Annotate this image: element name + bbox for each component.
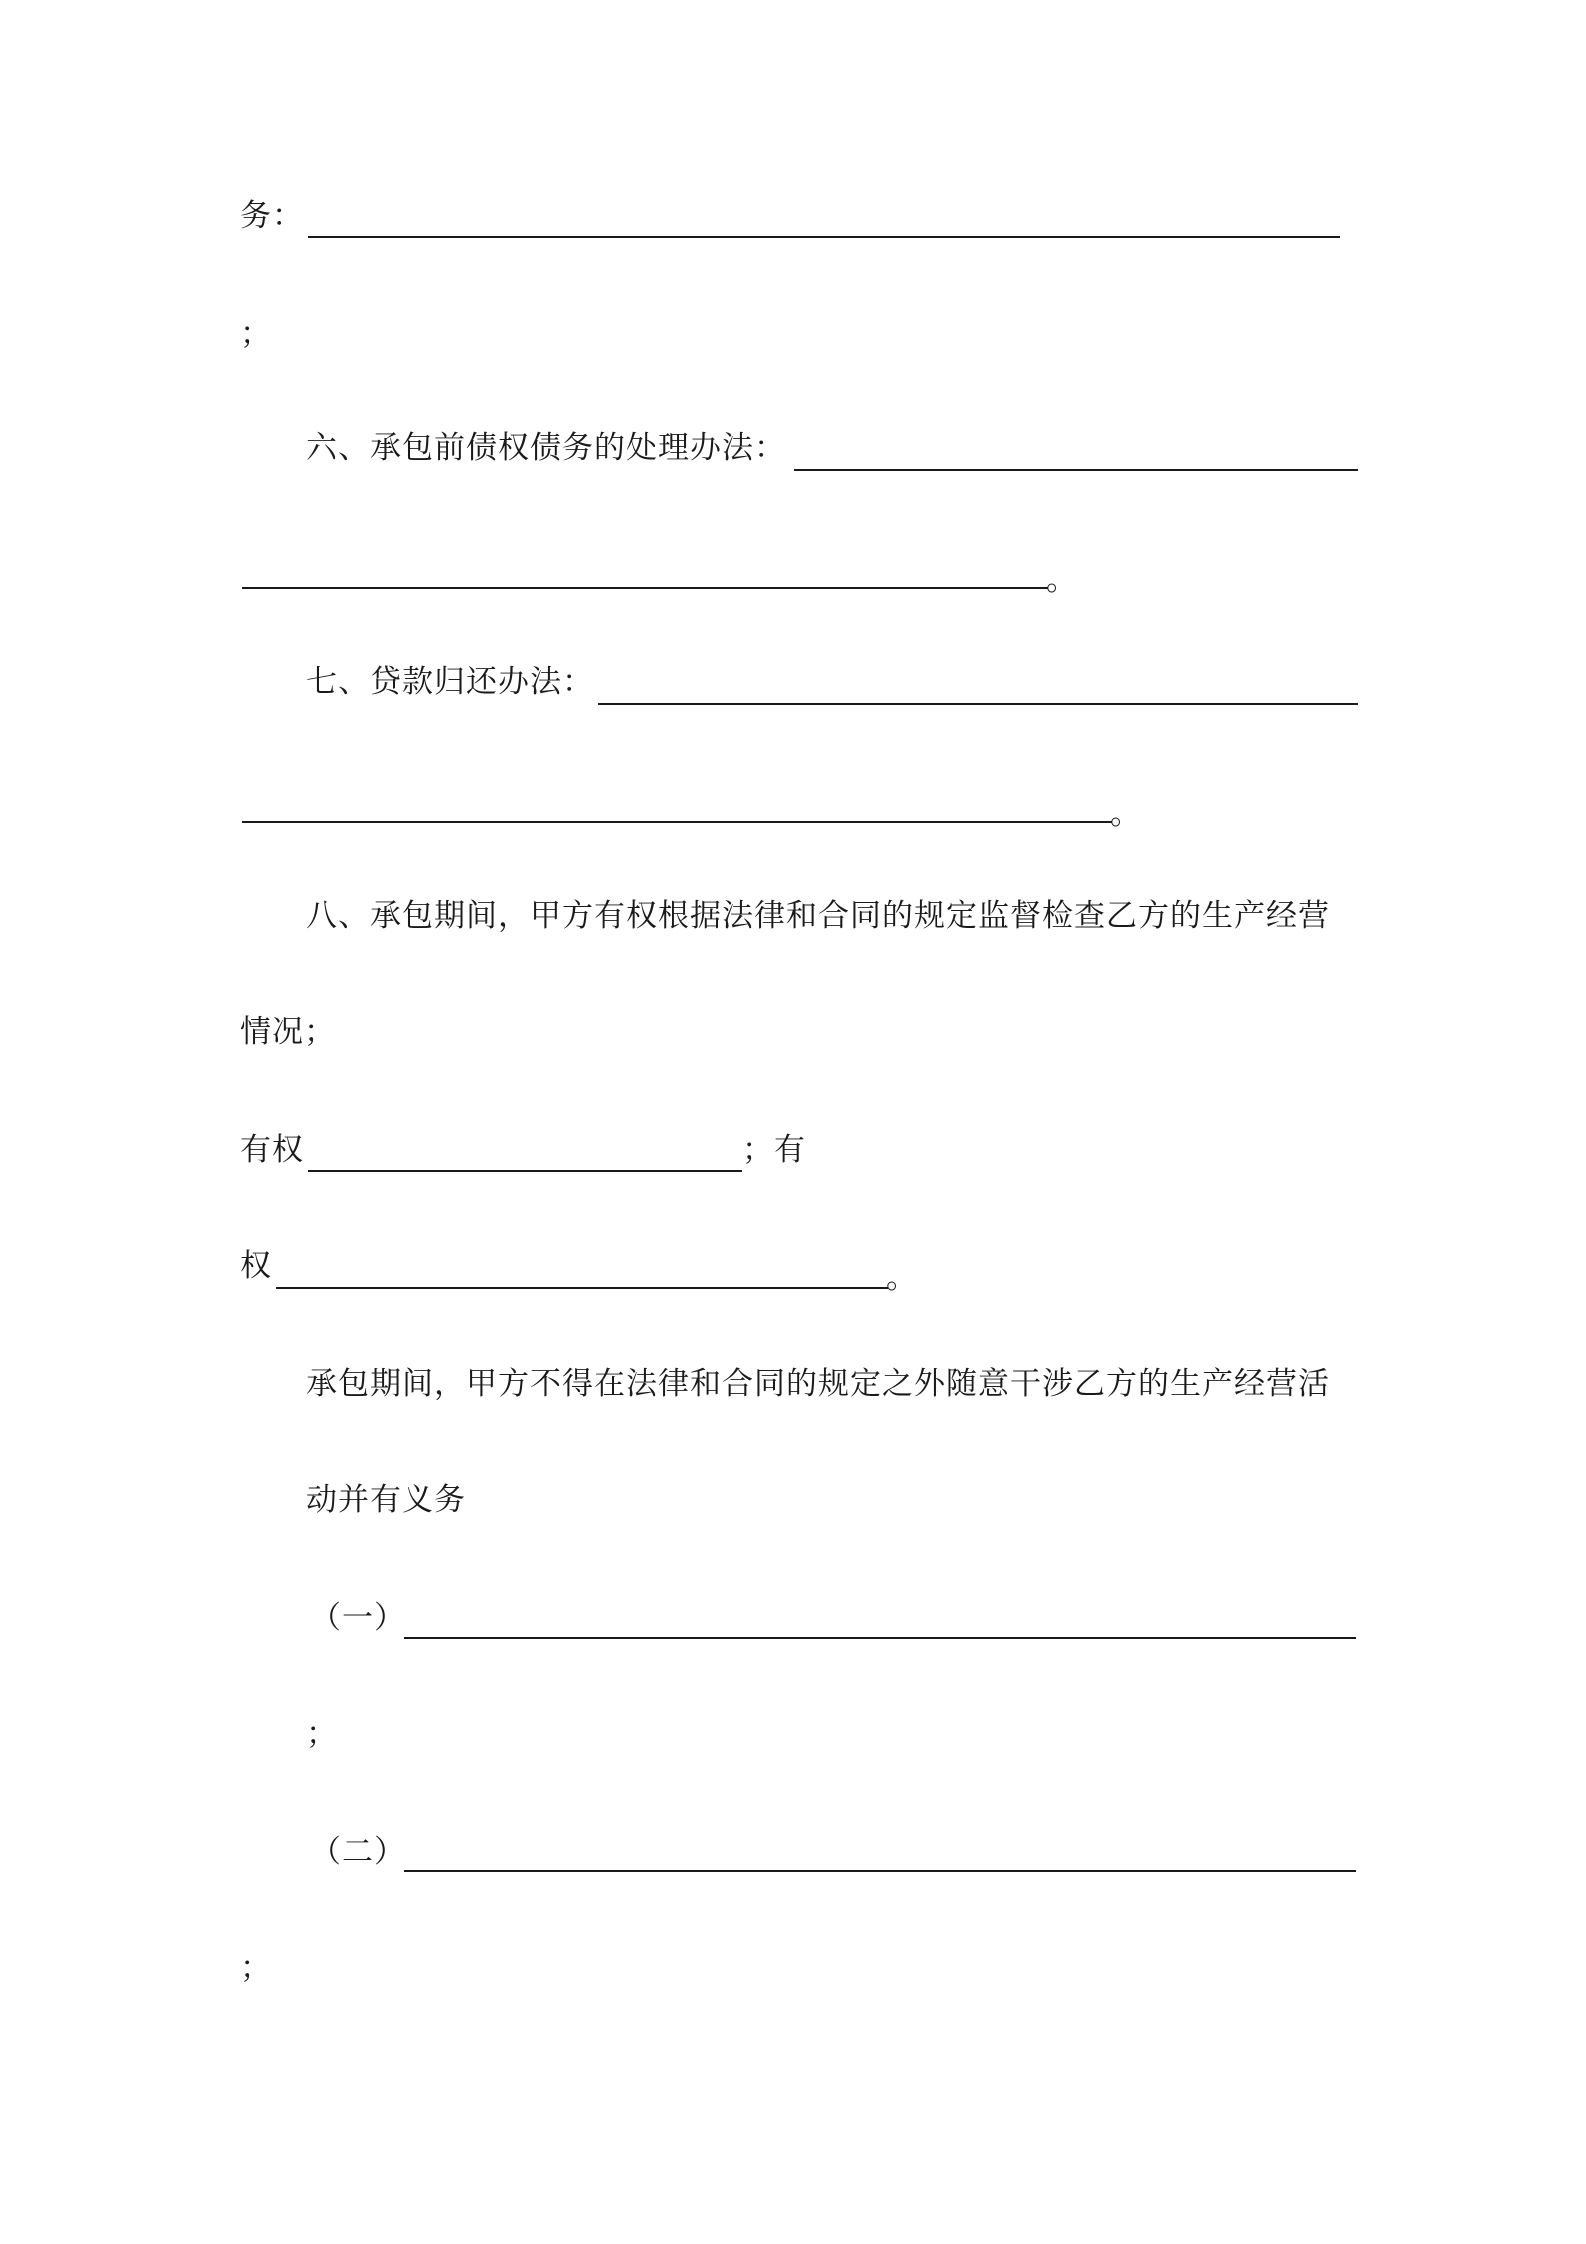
paragraph-text: 承包期间，甲方不得在法律和合同的规定之外随意干涉乙方的生产经营活 xyxy=(306,1366,1330,1402)
duty-prefix: 务： xyxy=(240,198,304,234)
right-1-suffix: ；有 xyxy=(742,1132,806,1168)
section-8-text: 八、承包期间，甲方有权根据法律和合同的规定监督检查乙方的生产经营 xyxy=(306,898,1330,934)
blank-line-right-2[interactable] xyxy=(276,1287,888,1289)
period-3: 。 xyxy=(886,1260,918,1296)
period-1: 。 xyxy=(1046,562,1078,598)
blank-line-item-2[interactable] xyxy=(404,1870,1356,1872)
blank-line-duty[interactable] xyxy=(308,236,1340,238)
blank-line-section-6b[interactable] xyxy=(242,587,1048,589)
right-2-prefix: 权 xyxy=(240,1248,272,1284)
paragraph-cont: 动并有义务 xyxy=(306,1482,466,1518)
blank-line-item-1[interactable] xyxy=(404,1637,1356,1639)
semicolon-1: ； xyxy=(240,316,272,352)
blank-line-right-1[interactable] xyxy=(308,1170,742,1172)
semicolon-3: ； xyxy=(240,1950,272,1986)
item-2-label: （二） xyxy=(310,1834,406,1870)
blank-line-section-7b[interactable] xyxy=(242,821,1112,823)
blank-line-section-7a[interactable] xyxy=(598,703,1358,705)
right-1-prefix: 有权 xyxy=(240,1132,304,1168)
section-8-cont: 情况； xyxy=(240,1014,336,1050)
blank-line-section-6a[interactable] xyxy=(794,469,1358,471)
section-6-label: 六、承包前债权债务的处理办法： xyxy=(306,430,786,466)
section-7-label: 七、贷款归还办法： xyxy=(306,664,594,700)
item-1-label: （一） xyxy=(310,1600,406,1636)
period-2: 。 xyxy=(1110,796,1142,832)
semicolon-2: ； xyxy=(306,1716,338,1752)
